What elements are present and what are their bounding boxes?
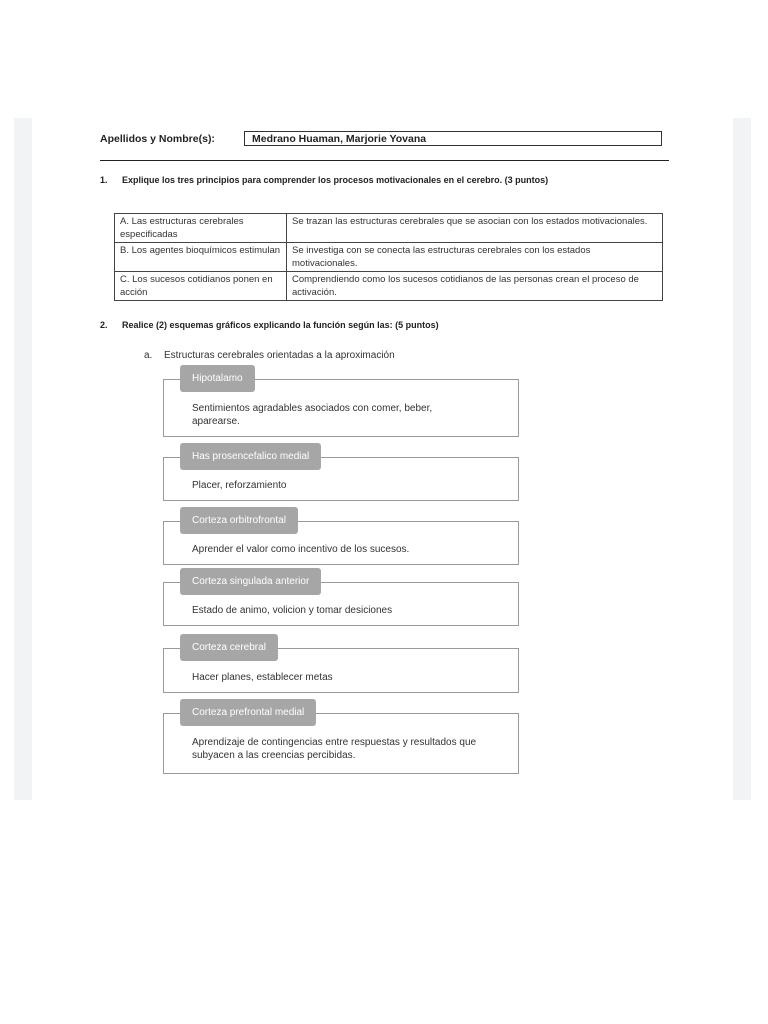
- question-1: [100, 175, 548, 185]
- question-2: [100, 320, 439, 330]
- structure-function: Aprender el valor como incentivo de los sucesos.: [192, 544, 410, 555]
- structure-name-tag: Corteza prefrontal medial: [180, 699, 316, 726]
- structure-name-tag: Hipotalamo: [180, 365, 255, 392]
- principles-table: [114, 213, 663, 301]
- structure-block: [163, 507, 520, 566]
- structure-block: [163, 568, 520, 627]
- student-name-field: Medrano Huaman, Marjorie Yovana: [244, 131, 662, 146]
- explanation-cell: Comprendiendo como los sucesos cotidianos de las personas crean el proceso de activación.: [287, 272, 663, 301]
- subsection-letter: a.: [144, 350, 153, 361]
- student-name-label: Apellidos y Nombre(s):: [100, 133, 215, 145]
- structure-block: [163, 699, 520, 774]
- subsection-title: Estructuras cerebrales orientadas a la aproximación: [164, 350, 395, 361]
- principle-cell: C. Los sucesos cotidianos ponen en acción: [115, 272, 287, 301]
- structure-name-tag: Has prosencefalico medial: [180, 443, 321, 470]
- left-margin-strip: [14, 118, 32, 800]
- structure-function: Placer, reforzamiento: [192, 480, 287, 491]
- structure-function: Aprendizaje de contingencias entre respuestas y resultados que subyacen a las creencias percibidas.: [192, 737, 477, 761]
- explanation-cell: Se trazan las estructuras cerebrales que se asocian con los estados motivacionales.: [287, 214, 663, 243]
- explanation-cell: Se investiga con se conecta las estructuras cerebrales con los estados motivacionales.: [287, 243, 663, 272]
- table-row: [115, 214, 663, 243]
- structure-function: Estado de animo, volicion y tomar desiciones: [192, 605, 393, 616]
- header-divider: [100, 160, 669, 161]
- question-1-text: Explique los tres principios para comprender los procesos motivacionales en el cerebro. (3 puntos): [122, 175, 549, 185]
- table-row: [115, 243, 663, 272]
- structure-function: Sentimientos agradables asociados con comer, beber, aparearse.: [192, 403, 433, 427]
- right-margin-strip: [733, 118, 751, 800]
- question-2-text: Realice (2) esquemas gráficos explicando la función según las: (5 puntos): [122, 320, 439, 330]
- principle-cell: B. Los agentes bioquímicos estimulan: [115, 243, 287, 272]
- question-2-number: 2.: [100, 320, 108, 330]
- structure-name-tag: Corteza cerebral: [180, 634, 278, 661]
- principle-cell: A. Las estructuras cerebrales especificadas: [115, 214, 287, 243]
- question-1-number: 1.: [100, 175, 108, 185]
- structure-name-tag: Corteza singulada anterior: [180, 568, 321, 595]
- structure-block: [163, 634, 520, 694]
- structure-block: [163, 365, 520, 438]
- structure-function: Hacer planes, establecer metas: [192, 672, 333, 683]
- subsection-a: [144, 350, 395, 361]
- student-name-row: [100, 131, 664, 149]
- structure-block: [163, 443, 520, 502]
- document-page: [32, 118, 732, 800]
- structure-name-tag: Corteza orbitrofrontal: [180, 507, 298, 534]
- table-row: [115, 272, 663, 301]
